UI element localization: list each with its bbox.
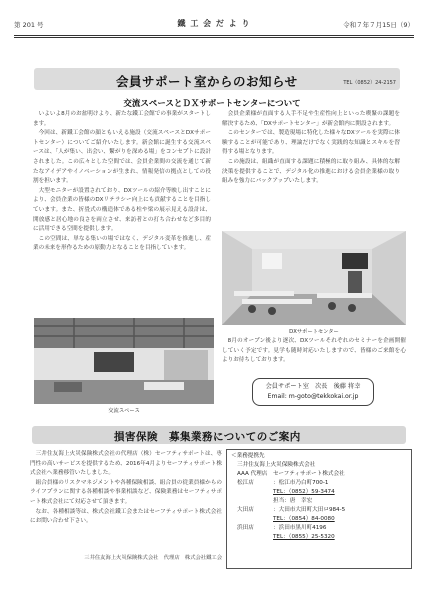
article2-signature: 三井住友海上火災保険株式会社 代理店 株式会社鐵工会 (84, 555, 222, 561)
ohda-address-row (231, 506, 407, 515)
contact-box (252, 378, 374, 406)
inquiry-heading: ＜業務提携先 (231, 453, 265, 459)
ohda-tel[interactable]: TEL：（0854）84-0080 (273, 516, 335, 522)
paragraph: 会員企業様が直面する人手不足や生産性向上といった喫緊の課題を解決するため、「DXサポートセンター」が新会館内に開設されます。 (222, 111, 400, 127)
paragraph: この施設は、組織が直面する課題に積極的に取り組み、具体的な解決策を提供することで、デジタル化の推進における会員企業様の取り組みを強力にバックアップいたします。 (222, 158, 400, 185)
lounge-caption: 交流スペース (108, 408, 140, 414)
contact-email[interactable]: Email: m-goto@tekkokai.or.jp (267, 393, 359, 400)
article1-banner (34, 68, 400, 90)
date-page: 令和７年７月15日（9） (343, 21, 414, 29)
inquiry-box (226, 449, 412, 569)
ohda-address: ：大田市大田町大田ロ984-5 (273, 507, 346, 513)
article2-body (30, 450, 222, 527)
matsue-label: 松江店 (237, 480, 254, 486)
newsletter-title: 鐵 工 会 だ よ り (177, 19, 251, 28)
article1-left-column (33, 110, 211, 254)
lounge-photo (34, 318, 214, 404)
hamada-label: 浜田店 (237, 525, 254, 531)
paragraph: 三井住友海上火災保険株式会社の代理店（株）セーフティサポートは、専門性の高いサービスを提供するため、2016年4月よりセーフティサポート株式会社へ業務移管いたしました。 (30, 451, 222, 477)
dx-center-caption: DXサポートセンター (289, 329, 339, 335)
matsue-address: ：松江市乃白町700-1 (273, 480, 329, 486)
matsue-tel-row (231, 488, 407, 497)
ohda-tel-row (231, 515, 407, 524)
matsue-tel[interactable]: TEL：（0852）59-3474 (273, 489, 335, 495)
hamada-address-row (231, 524, 407, 533)
paragraph: 組合員様のリスクマネジメントや各種保険相談、組合員の従業員様からのライフプランに関する各種相談や事業相談など、保険業務はセーフティサポート株式会社にて対応させて頂きます。 (30, 479, 222, 505)
hamada-address: ：浜田市黒川町4196 (273, 525, 327, 531)
matsue-person: 担当：唐 幸宏 (273, 498, 313, 504)
matsue-person-row (231, 497, 407, 506)
paragraph: このセンターでは、製造現場に特化した様々なDXツールを実際に体験することが可能であり、理論だけでなく実践的な知識とスキルを習得する場となります。 (222, 130, 400, 156)
article2-banner (32, 426, 406, 444)
ohda-label: 大田店 (237, 507, 254, 513)
article1-bottom-paragraph (222, 337, 406, 366)
article2-title: 損害保険 募集業務についてのご案内 (114, 431, 301, 443)
header-divider-thin (14, 37, 414, 38)
lounge-illustration (34, 318, 214, 404)
paragraph: 8月のオープン後より逐次、DXツールそれぞれのセミナーを企画開催していく予定です。見学も随時対応いたしますので、皆様のご来館を心よりお待ちしております。 (222, 338, 406, 364)
dx-center-illustration (222, 231, 406, 325)
inquiry-company-2: AAA 代理店 セーフティサポート株式会社 (237, 471, 345, 477)
header-divider (14, 35, 414, 36)
contact-name: 会員サポート室 次長 後藤 将幸 (265, 383, 361, 390)
paragraph: この空間は、単なる集いの場ではなく、デジタル変革を推進し、産業の未来を形作るための原動力となることを目指しています。 (33, 235, 211, 252)
issue-number: 第 201 号 (14, 21, 44, 29)
newsletter-header (14, 18, 414, 32)
paragraph: なお、各種相談等は、株式会社鐵工会またはセーフティサポート株式会社にお問い合わせ下さい。 (30, 508, 222, 525)
matsue-address-row (231, 479, 407, 488)
dx-center-photo (222, 231, 406, 325)
article1-subtitle: 交流スペースとＤＸサポートセンターについて (123, 99, 301, 109)
hamada-tel-row (231, 533, 407, 542)
paragraph: 大型モニターが設置されており、DXツールの紹介等映し出すことにより、会員企業の皆様のDXリテラシー向上にも貢献することを目指しています。また、折畳式の構造体である柱や梁の展示見える設計は、開放感と居心地の良さを両立させ、来訪者との打ち合わせなど多目的に活用できる空間を提供します。 (33, 187, 211, 233)
article1-title: 会員サポート室からのお知らせ (116, 74, 298, 89)
article1-tel: TEL（0852）24-2157 (343, 80, 396, 86)
inquiry-company-1: 三井住友海上火災保険株式会社 (237, 462, 316, 468)
paragraph: いよいよ8月のお盆明けより、新たな鐵工会館での事業がスタートします。 (33, 111, 211, 127)
hamada-tel[interactable]: TEL：（0855）25-5320 (273, 534, 335, 540)
paragraph: 今回は、新鐵工会館の顔ともいえる施設（交流スペースとDXサポートセンター）についてご紹介いたします。新会館に誕生する交流スペースは、「人が集い、出会い、繋がりを深める場」をコンセプトに設計されました。この広々とした空間では、会員企業間の交流を通じて新たなアイデアやイノベーションが生まれ、情報発信の拠点としての役割を担います。 (33, 130, 211, 185)
article1-right-column (222, 110, 400, 187)
